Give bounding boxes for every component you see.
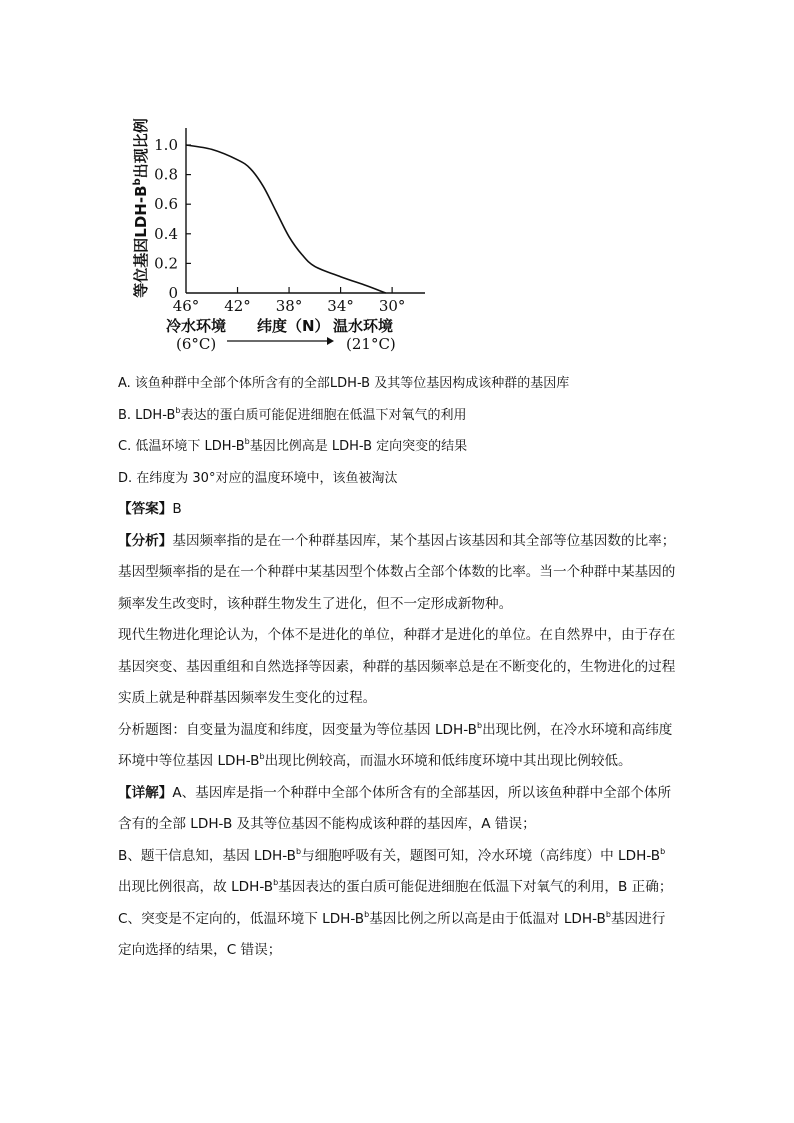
x-arrow-head — [327, 337, 334, 345]
y-tick-label: 0 — [168, 284, 178, 302]
series-line — [186, 145, 386, 293]
detail-b: B、题干信息知，基因 LDH-$B^b$与细胞呼吸有关，题图可知，冷水环境（高纬度）中 LDH-$B^b$出现比例很高，故 LDH-$B^b$基因表达的蛋白质可能促进细胞在低温下对氧气的利用，B 正确； — [118, 846, 673, 895]
x-tick-label: 34° — [327, 297, 354, 315]
y-tick-label: 1.0 — [154, 136, 178, 154]
analysis-p3: 分析题图：自变量为温度和纬度，因变量为等位基因 LDH-$B^b$出现比例，在冷水环境和高纬度环境中等位基因 LDH-$B^b$出现比例较高，而温水环境和低纬度环境中其出现比例较低。 — [118, 720, 673, 769]
option-d: D. 在纬度为 30°对应的温度环境中，该鱼被淘汰 — [118, 470, 398, 486]
y-tick-label: 0.6 — [154, 195, 178, 214]
x-tick-label: 46° — [172, 297, 200, 315]
option-c: C. 低温环境下 LDH-$B^b$基因比例高是 LDH-B 定向突变的结果 — [118, 437, 468, 454]
answer-line: 【答案】B — [118, 501, 182, 517]
x-tick-label: 30° — [378, 297, 406, 315]
x-right-label: 温水环境 — [333, 317, 394, 335]
detail-a: 【详解】A、基因库是指一个种群中全部个体所含有的全部基因，所以该鱼种群中全部个体所含有的全部 LDH-B 及其等位基因不能构成该种群的基因库，A 错误； — [118, 784, 672, 832]
option-b: B. LDH-$B^b$表达的蛋白质可能促进细胞在低温下对氧气的利用 — [118, 405, 467, 423]
x-left-label: 冷水环境 — [166, 317, 227, 335]
y-tick-label: 0.2 — [154, 254, 178, 273]
analysis-p2: 现代生物进化理论认为，个体不是进化的单位，种群才是进化的单位。在自然界中，由于存在基因突变、基因重组和自然选择等因素，种群的基因频率总是在不断变化的，生物进化的过程实质上就是种群基因频率发生变化的过程。 — [118, 627, 676, 706]
x-right-sublabel: (21°C) — [346, 335, 396, 352]
y-tick-label: 0.4 — [154, 224, 178, 243]
x-tick-label: 42° — [224, 297, 251, 315]
detail-c: C、突变是不定向的，低温环境下 LDH-$B^b$基因比例之所以高是由于低温对 LDH-$B^b$基因进行定向选择的结果，C 错误； — [118, 909, 666, 958]
option-a: A. 该鱼种群中全部个体所含有的全部LDH-B 及其等位基因构成该种群的基因库 — [118, 376, 570, 391]
y-tick-label: 0.8 — [154, 165, 178, 184]
x-mid-label: 纬度（N） — [257, 317, 330, 335]
x-left-sublabel: (6°C) — [176, 335, 217, 352]
analysis-p1: 【分析】基因频率指的是在一个种群基因库，某个基因占该基因和其全部等位基因数的比率；基因型频率指的是在一个种群中某基因型个体数占全部个体数的比率。当一个种群中某基因的频率发生改变时，该种群生物发生了进化，但不一定形成新物种。 — [118, 532, 676, 612]
x-tick-label: 38° — [275, 297, 303, 315]
latitude-ldh-chart — [120, 112, 440, 352]
y-axis-label-text: 等位基因LDH-$B^b$出现比例 — [132, 118, 150, 298]
y-axis-label — [132, 118, 150, 297]
question-content — [118, 368, 678, 967]
